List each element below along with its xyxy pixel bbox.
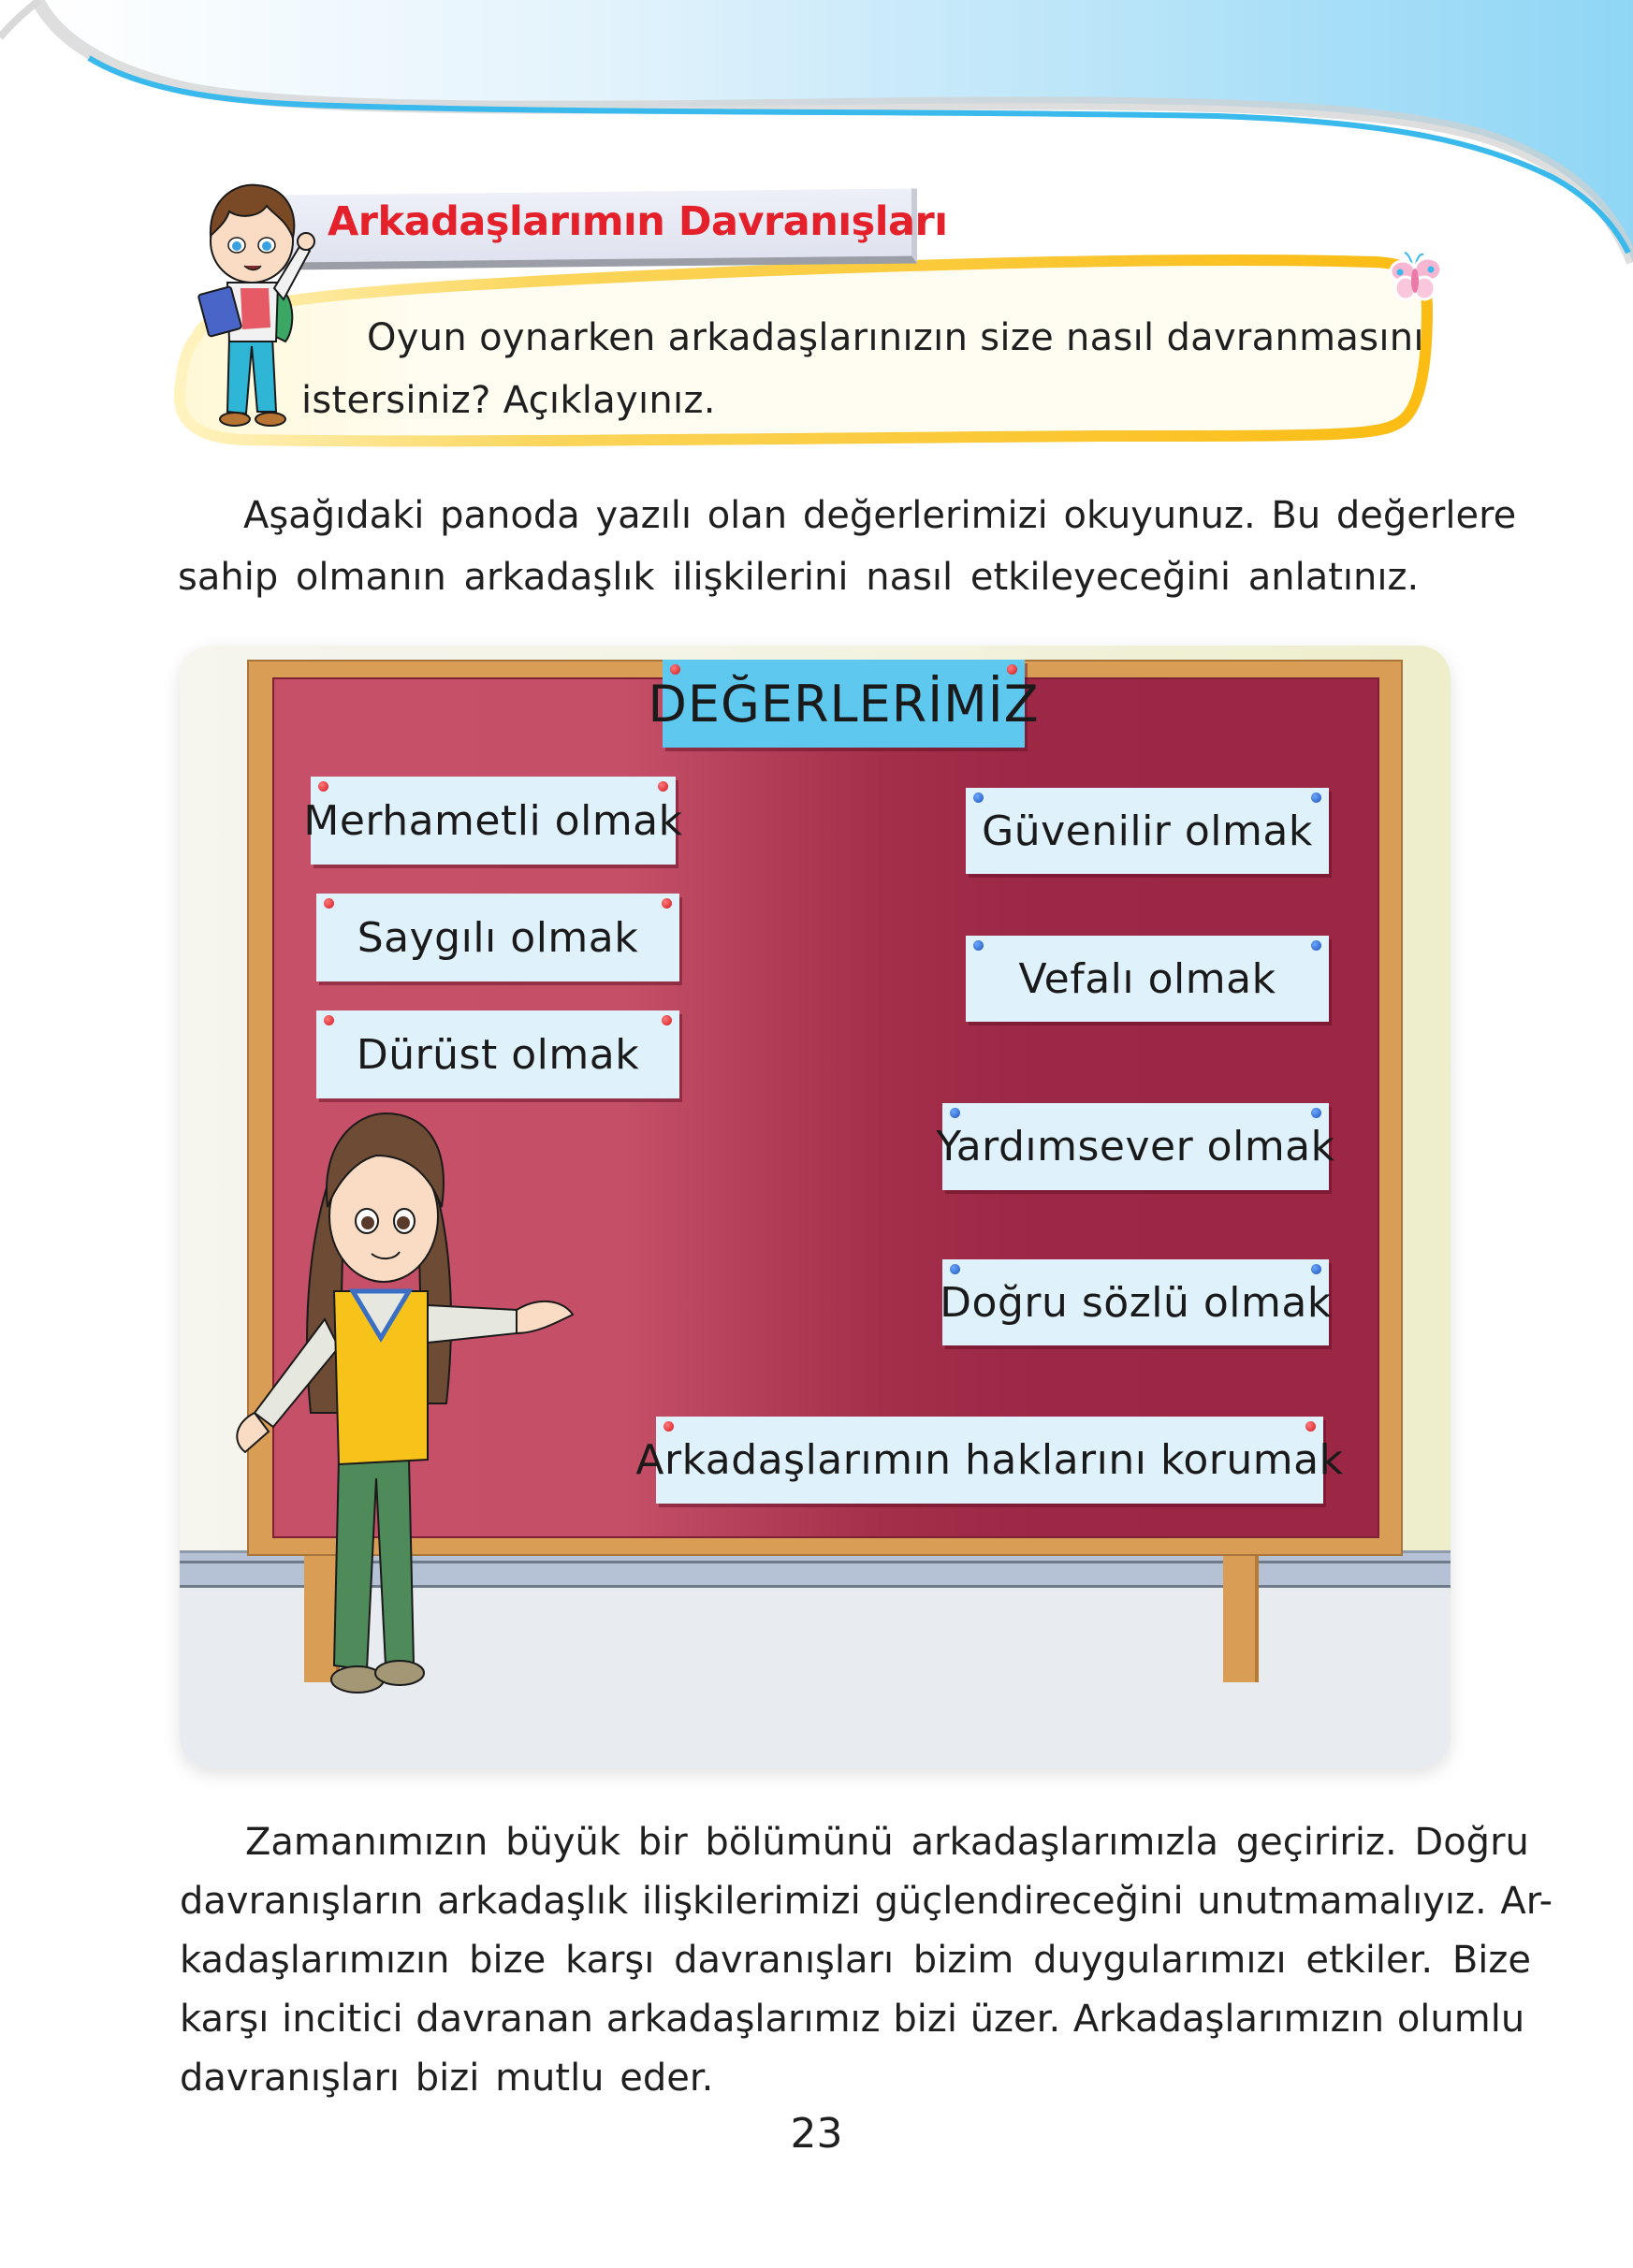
value-note-durust — [316, 1010, 679, 1098]
lesson-title: Arkadaşlarımın Davranışları — [328, 198, 948, 245]
value-note-yardimsever — [936, 1103, 1335, 1190]
value-label: Dürüst olmak — [356, 1030, 640, 1079]
value-label: Arkadaşlarımın haklarını korumak — [635, 1436, 1344, 1484]
pushpin-icon — [1311, 792, 1321, 803]
value-label: Merhametli olmak — [303, 796, 683, 845]
page-number: 23 — [790, 2110, 843, 2158]
value-note-guvenilir — [966, 788, 1329, 874]
pushpin-icon — [973, 940, 984, 951]
girl-character-illustration — [217, 1104, 629, 1722]
question-text — [367, 316, 1424, 359]
pushpin-icon — [662, 898, 672, 909]
pushpin-icon — [1305, 1421, 1316, 1432]
boy-character-illustration — [192, 178, 323, 430]
value-note-dogru-sozlu — [940, 1259, 1332, 1345]
pushpin-icon — [1311, 940, 1321, 951]
intro-line: sahip olmanın arkadaşlık ilişkilerini nasıl etkileyeceğini anlatınız. — [178, 556, 1420, 599]
board-title: DEĞERLERİMİZ — [648, 674, 1040, 734]
question-line: Oyun oynarken arkadaşlarınızın size nasıl davranmasını — [367, 316, 1424, 359]
closing-line: kadaşlarımızın bize karşı davranışları bizim duygularımızı etkiler. Bize — [180, 1939, 1531, 1982]
pushpin-icon — [1007, 664, 1017, 675]
value-note-vefali — [966, 936, 1329, 1022]
pushpin-icon — [950, 1108, 960, 1118]
pushpin-icon — [658, 781, 668, 792]
closing-line: davranışların arkadaşlık ilişkilerimizi güçlendireceğini unutmamalıyız. Ar- — [180, 1880, 1553, 1923]
pushpin-icon — [318, 781, 328, 792]
board-title-note — [648, 660, 1040, 748]
pushpin-icon — [324, 898, 334, 909]
butterfly-icon — [1387, 251, 1445, 307]
value-label: Saygılı olmak — [357, 913, 639, 962]
pushpin-icon — [663, 1421, 674, 1432]
pushpin-icon — [662, 1015, 672, 1025]
pushpin-icon — [1311, 1108, 1321, 1118]
pushpin-icon — [324, 1015, 334, 1025]
closing-line: Zamanımızın büyük bir bölümünü arkadaşlarımızla geçiririz. Doğru — [245, 1821, 1529, 1864]
value-label: Güvenilir olmak — [982, 807, 1313, 855]
value-note-saygili — [316, 894, 679, 981]
value-label: Yardımsever olmak — [936, 1123, 1335, 1170]
values-board-scene — [180, 646, 1451, 1768]
closing-line: karşı incitici davranan arkadaşlarımız bizi üzer. Arkadaşlarımızın olumlu — [180, 1998, 1525, 2041]
pushpin-icon — [670, 664, 680, 675]
question-line: istersiniz? Açıklayınız. — [301, 379, 716, 422]
closing-line: davranışları bizi mutlu eder. — [180, 2057, 714, 2100]
pushpin-icon — [1311, 1264, 1321, 1274]
value-note-haklari-korumak — [635, 1417, 1344, 1504]
board-leg-right — [1223, 1556, 1259, 1682]
intro-line: Aşağıdaki panoda yazılı olan değerlerimizi okuyunuz. Bu değerlere — [243, 494, 1517, 537]
pushpin-icon — [973, 792, 984, 803]
value-label: Doğru sözlü olmak — [940, 1278, 1332, 1327]
value-note-merhametli — [303, 777, 683, 865]
pushpin-icon — [950, 1264, 960, 1274]
question-text-2 — [301, 379, 716, 422]
value-label: Vefalı olmak — [1018, 954, 1276, 1003]
